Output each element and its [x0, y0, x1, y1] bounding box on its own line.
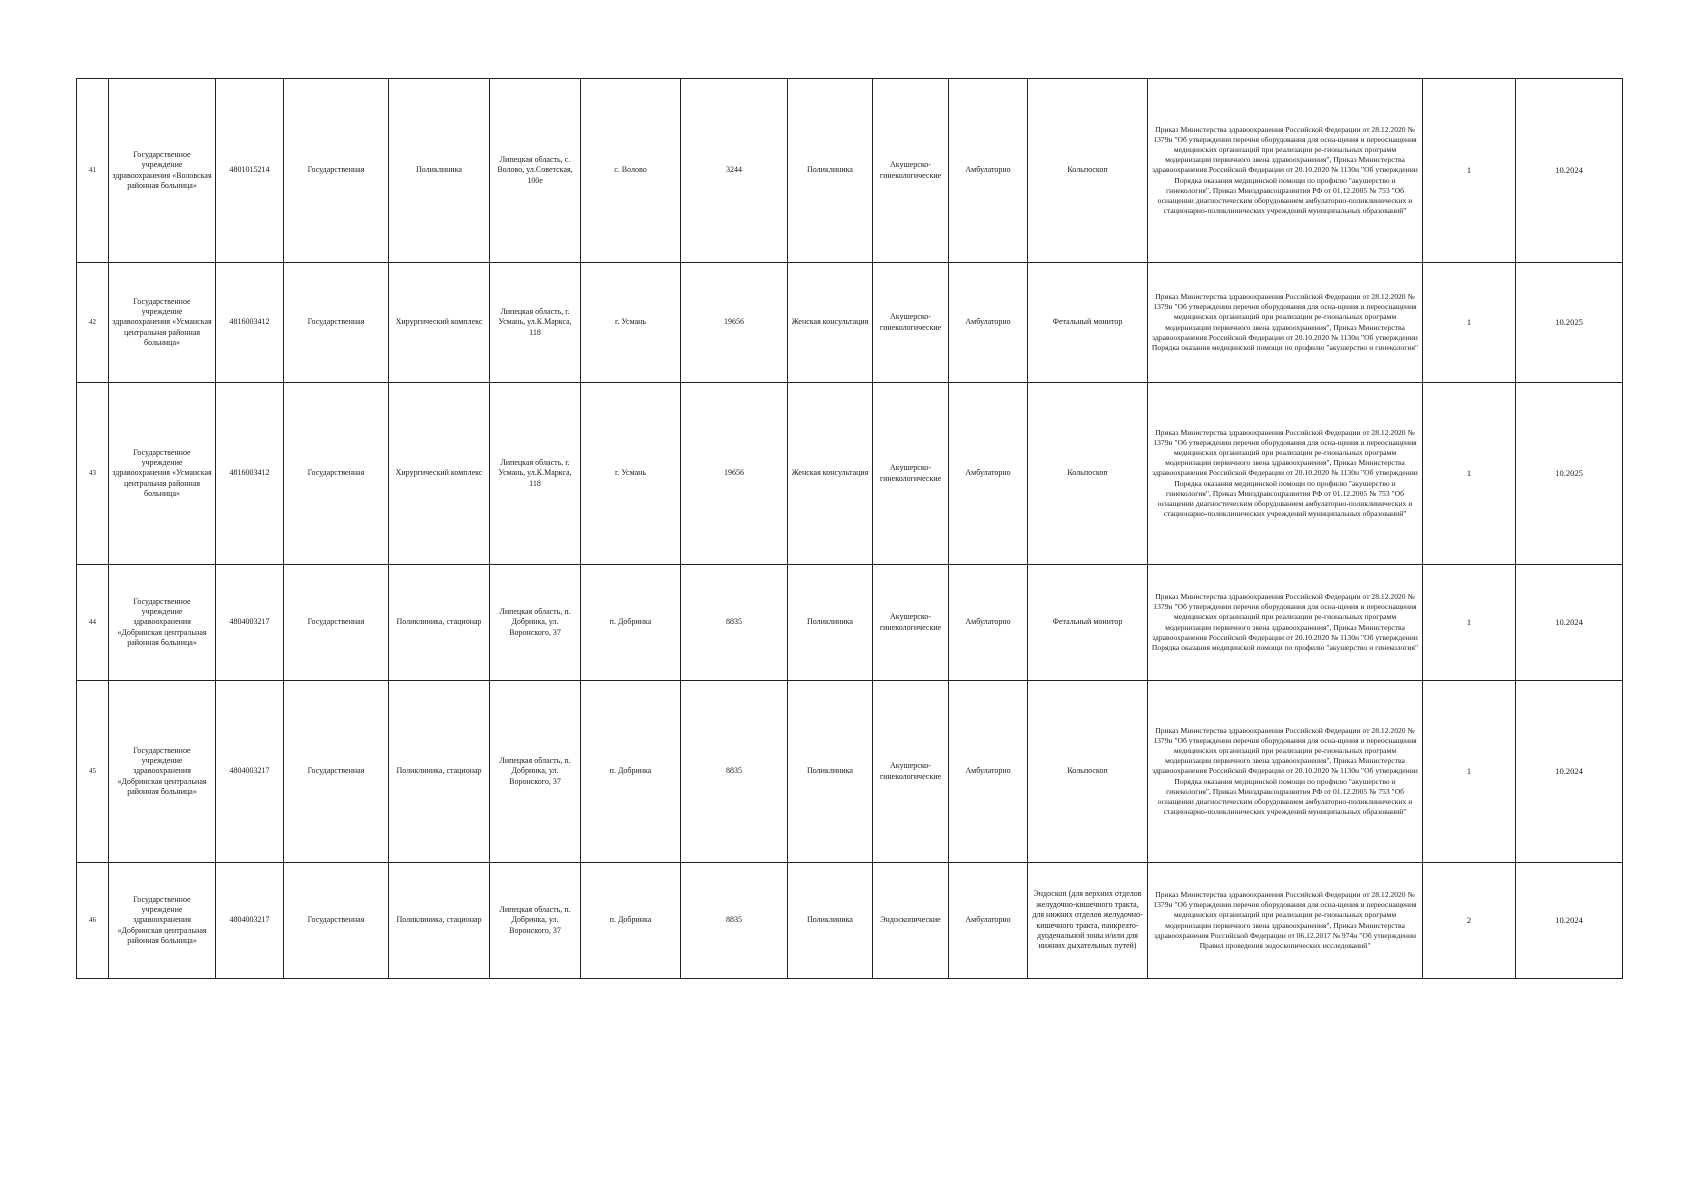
table-row	[77, 681, 1623, 863]
population: 8835	[681, 863, 788, 979]
ownership-form: Государственная	[284, 863, 389, 979]
population: 19656	[681, 263, 788, 383]
equipment-table	[76, 78, 1623, 979]
address: Липецкая область, г. Усмань, ул.К.Маркса, 118	[490, 263, 581, 383]
table-row	[77, 263, 1623, 383]
address: Липецкая область, п. Добринка, ул. Воронского, 37	[490, 681, 581, 863]
delivery-date: 10.2024	[1516, 79, 1623, 263]
locality: п. Добринка	[581, 565, 681, 681]
ownership-form: Государственная	[284, 79, 389, 263]
delivery-date: 10.2024	[1516, 681, 1623, 863]
locality: с. Волово	[581, 79, 681, 263]
care-condition: Амбулаторно	[949, 863, 1028, 979]
unit: Женская консультация	[788, 383, 873, 565]
delivery-date: 10.2024	[1516, 863, 1623, 979]
legal-basis: Приказ Министерства здравоохранения Российской Федерации от 28.12.2020 № 1379н "Об утверждении перечня оборудования для осна-щения и переоснащения медицинских организаций при реализации ре-гиональных программ модернизации первичного звена здравоохранения", Приказ Министерства здравоохранения Российской Федерации от 20.10.2020 № 1130н "Об утверждении Порядка оказания медицинской помощи по профилю "акушерство и гинекология"	[1148, 565, 1423, 681]
ownership-form: Государственная	[284, 263, 389, 383]
table-body	[77, 79, 1623, 979]
population: 19656	[681, 383, 788, 565]
care-profile: Акушерско-гинекологические	[873, 565, 949, 681]
quantity: 1	[1423, 681, 1516, 863]
inn-code: 4816003412	[216, 383, 284, 565]
organization-name: Государственное учреждение здравоохранения «Добринская центральная районная больница»	[109, 565, 216, 681]
row-number: 41	[77, 79, 109, 263]
quantity: 1	[1423, 79, 1516, 263]
facility-type: Поликлиника, стационар	[389, 565, 490, 681]
equipment-name: Кольпоскоп	[1028, 681, 1148, 863]
locality: п. Добринка	[581, 863, 681, 979]
care-condition: Амбулаторно	[949, 263, 1028, 383]
organization-name: Государственное учреждение здравоохранения «Воловская районная больница»	[109, 79, 216, 263]
row-number: 43	[77, 383, 109, 565]
row-number: 42	[77, 263, 109, 383]
care-condition: Амбулаторно	[949, 565, 1028, 681]
quantity: 1	[1423, 383, 1516, 565]
care-condition: Амбулаторно	[949, 383, 1028, 565]
ownership-form: Государственная	[284, 383, 389, 565]
organization-name: Государственное учреждение здравоохранения «Усманская центральная районная больница»	[109, 263, 216, 383]
inn-code: 4804003217	[216, 863, 284, 979]
row-number: 46	[77, 863, 109, 979]
inn-code: 4816003412	[216, 263, 284, 383]
equipment-name: Кольпоскоп	[1028, 79, 1148, 263]
locality: г. Усмань	[581, 263, 681, 383]
equipment-name: Фетальный монитор	[1028, 565, 1148, 681]
care-profile: Акушерско-гинекологические	[873, 79, 949, 263]
unit: Женская консультация	[788, 263, 873, 383]
delivery-date: 10.2025	[1516, 383, 1623, 565]
quantity: 2	[1423, 863, 1516, 979]
organization-name: Государственное учреждение здравоохранения «Добринская центральная районная больница»	[109, 863, 216, 979]
locality: п. Добринка	[581, 681, 681, 863]
row-number: 44	[77, 565, 109, 681]
table-row	[77, 863, 1623, 979]
care-profile: Акушерско-гинекологические	[873, 383, 949, 565]
legal-basis: Приказ Министерства здравоохранения Российской Федерации от 28.12.2020 № 1379н "Об утверждении перечня оборудования для осна-щения и переоснащения медицинских организаций при реализации ре-гиональных программ модернизации первичного звена здравоохранения", Приказ Министерства здравоохранения Российской Федерации от 20.10.2020 № 1130н "Об утверждении Порядка оказания медицинской помощи по профилю "акушерство и гинекология", Приказ Минздравсоцразвития РФ от 01.12.2005 № 753 "Об оснащении диагностическим оборудованием амбулаторно-поликлинических и стационарно-поликлинических учреждений муниципальных образований"	[1148, 681, 1423, 863]
care-profile: Акушерско-гинекологические	[873, 263, 949, 383]
locality: г. Усмань	[581, 383, 681, 565]
address: Липецкая область, с. Волово, ул.Советская, 100е	[490, 79, 581, 263]
inn-code: 4804003217	[216, 681, 284, 863]
legal-basis: Приказ Министерства здравоохранения Российской Федерации от 28.12.2020 № 1379н "Об утверждении перечня оборудования для осна-щения и переоснащения медицинских организаций при реализации ре-гиональных программ модернизации первичного звена здравоохранения", Приказ Министерства здравоохранения Российской Федерации от 20.10.2020 № 1130н "Об утверждении Порядка оказания медицинской помощи по профилю "акушерство и гинекология", Приказ Минздравсоцразвития РФ от 01.12.2005 № 753 "Об оснащении диагностическим оборудованием амбулаторно-поликлинических и стационарно-поликлинических учреждений муниципальных образований"	[1148, 383, 1423, 565]
quantity: 1	[1423, 263, 1516, 383]
care-condition: Амбулаторно	[949, 79, 1028, 263]
ownership-form: Государственная	[284, 681, 389, 863]
table-row	[77, 79, 1623, 263]
population: 8835	[681, 565, 788, 681]
population: 8835	[681, 681, 788, 863]
address: Липецкая область, п. Добринка, ул. Воронского, 37	[490, 565, 581, 681]
ownership-form: Государственная	[284, 565, 389, 681]
population: 3244	[681, 79, 788, 263]
address: Липецкая область, п. Добринка, ул. Воронского, 37	[490, 863, 581, 979]
equipment-name: Фетальный монитор	[1028, 263, 1148, 383]
inn-code: 4801015214	[216, 79, 284, 263]
facility-type: Хирургический комплекс	[389, 263, 490, 383]
inn-code: 4804003217	[216, 565, 284, 681]
equipment-table-sheet	[76, 78, 1623, 979]
row-number: 45	[77, 681, 109, 863]
legal-basis: Приказ Министерства здравоохранения Российской Федерации от 28.12.2020 № 1379н "Об утверждении перечня оборудования для осна-щения и переоснащения медицинских организаций при реализации ре-гиональных программ модернизации первичного звена здравоохранения", Приказ Министерства здравоохранения Российской Федерации от 20.10.2020 № 1130н "Об утверждении Порядка оказания медицинской помощи по профилю "акушерство и гинекология", Приказ Минздравсоцразвития РФ от 01.12.2005 № 753 "Об оснащении диагностическим оборудованием амбулаторно-поликлинических и стационарно-поликлинических учреждений муниципальных образований"	[1148, 79, 1423, 263]
table-row	[77, 383, 1623, 565]
care-condition: Амбулаторно	[949, 681, 1028, 863]
organization-name: Государственное учреждение здравоохранения «Добринская центральная районная больница»	[109, 681, 216, 863]
unit: Поликлиника	[788, 681, 873, 863]
quantity: 1	[1423, 565, 1516, 681]
care-profile: Акушерско-гинекологические	[873, 681, 949, 863]
unit: Поликлиника	[788, 863, 873, 979]
care-profile: Эндоскопические	[873, 863, 949, 979]
unit: Поликлиника	[788, 565, 873, 681]
legal-basis: Приказ Министерства здравоохранения Российской Федерации от 28.12.2020 № 1379н "Об утверждении перечня оборудования для осна-щения и переоснащения медицинских организаций при реализации ре-гиональных программ модернизации первичного звена здравоохранения", Приказ Министерства здравоохранения Российской Федерации от 20.10.2020 № 1130н "Об утверждении Порядка оказания медицинской помощи по профилю "акушерство и гинекология"	[1148, 263, 1423, 383]
facility-type: Поликлиника, стационар	[389, 681, 490, 863]
equipment-name: Кольпоскоп	[1028, 383, 1148, 565]
organization-name: Государственное учреждение здравоохранения «Усманская центральная районная больница»	[109, 383, 216, 565]
facility-type: Поликлиника	[389, 79, 490, 263]
address: Липецкая область, г. Усмань, ул.К.Маркса, 118	[490, 383, 581, 565]
legal-basis: Приказ Министерства здравоохранения Российской Федерации от 28.12.2020 № 1379н "Об утверждении перечня оборудования для осна-щения и переоснащения медицинских организаций при реализации ре-гиональных программ модернизации первичного звена здравоохранения", Приказ Министерства здравоохранения Российской Федерации от 06.12.2017 № 974н "Об утверждении Правил проведения эндоскопических исследований"	[1148, 863, 1423, 979]
delivery-date: 10.2025	[1516, 263, 1623, 383]
table-row	[77, 565, 1623, 681]
facility-type: Хирургический комплекс	[389, 383, 490, 565]
facility-type: Поликлиника, стационар	[389, 863, 490, 979]
delivery-date: 10.2024	[1516, 565, 1623, 681]
unit: Поликлиника	[788, 79, 873, 263]
equipment-name: Эндоскоп (для верхних отделов желудочно-кишечного тракта, для нижних отделов желудочно-кишечного тракта, панкреато-дуоденальной зоны и/или для нижних дыхательных путей)	[1028, 863, 1148, 979]
